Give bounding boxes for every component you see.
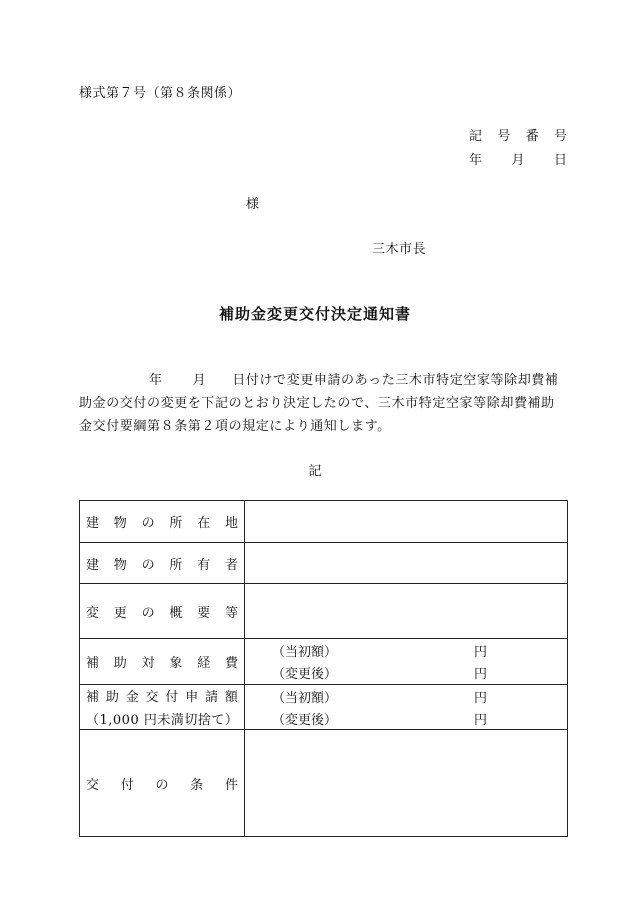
label-char: 金 bbox=[125, 690, 139, 705]
table-row-location bbox=[80, 501, 568, 543]
yen-unit: 円 bbox=[473, 690, 487, 706]
label-char: 地 bbox=[224, 516, 238, 531]
label-char: の bbox=[155, 777, 169, 793]
after-amount-label: （変更後） bbox=[272, 712, 338, 728]
label-char: 助 bbox=[113, 656, 127, 671]
body-line-2: 助金の交付の変更を下記のとおり決定したので、三木市特定空家等除却費補助 bbox=[79, 396, 555, 411]
label-char: 建 bbox=[86, 516, 100, 531]
label-char: 補 bbox=[86, 690, 100, 705]
value-building-location[interactable] bbox=[245, 501, 568, 543]
label-grant-conditions bbox=[80, 730, 245, 837]
label-application-chars bbox=[80, 686, 244, 705]
label-char: 請 bbox=[205, 690, 219, 705]
label-char: 条 bbox=[190, 777, 204, 793]
initial-amount-label: （当初額） bbox=[272, 690, 338, 706]
label-char: 要 bbox=[197, 605, 211, 621]
label-char: 費 bbox=[224, 656, 238, 671]
label-char: 有 bbox=[197, 557, 211, 573]
table-row-application-amount bbox=[80, 685, 568, 730]
initial-amount-label: （当初額） bbox=[272, 645, 338, 660]
yen-unit: 円 bbox=[473, 645, 487, 660]
form-number-label: 様式第７号（第８条関係） bbox=[79, 86, 242, 101]
doc-number-char: 号 bbox=[553, 129, 567, 144]
label-char: 補 bbox=[86, 656, 100, 671]
label-char: 在 bbox=[197, 516, 211, 531]
doc-number-char: 号 bbox=[497, 129, 511, 144]
after-amount-label: （変更後） bbox=[272, 667, 338, 682]
label-char: 所 bbox=[169, 557, 183, 573]
value-eligible-cost[interactable] bbox=[245, 639, 568, 685]
label-char: 対 bbox=[141, 656, 155, 671]
issuer-name: 三木市長 bbox=[372, 242, 427, 257]
document-title: 補助金変更交付決定通知書 bbox=[218, 305, 411, 323]
body-month: 月 bbox=[192, 373, 207, 388]
label-char: 交 bbox=[145, 690, 159, 705]
ki-heading: 記 bbox=[308, 464, 322, 479]
amount-row-initial bbox=[245, 640, 567, 662]
body-year: 年 bbox=[149, 373, 163, 388]
amount-row-after bbox=[245, 707, 567, 729]
yen-unit: 円 bbox=[473, 712, 487, 728]
value-grant-conditions[interactable] bbox=[245, 730, 568, 837]
amount-row-after bbox=[245, 662, 567, 684]
label-char: 交 bbox=[86, 777, 100, 793]
table-row-eligible-cost bbox=[80, 639, 568, 685]
label-char: 建 bbox=[86, 557, 100, 573]
details-table bbox=[79, 500, 568, 837]
label-change-summary bbox=[80, 584, 245, 639]
label-char: 概 bbox=[169, 605, 183, 621]
date-month-label: 月 bbox=[511, 153, 525, 168]
label-char: の bbox=[141, 516, 155, 531]
body-line-3: 金交付要綱第８条第２項の規定により通知します。 bbox=[79, 419, 391, 434]
value-application-amount[interactable] bbox=[245, 685, 568, 730]
label-building-owner bbox=[80, 543, 245, 584]
table-row-conditions bbox=[80, 730, 568, 837]
value-building-owner[interactable] bbox=[245, 543, 568, 584]
body-line-1-text: 日付けで変更申請のあった三木市特定空家等除却費補 bbox=[232, 373, 559, 388]
label-building-location bbox=[80, 501, 245, 543]
label-char: の bbox=[141, 557, 155, 573]
label-char: 者 bbox=[224, 557, 238, 573]
document-date-line bbox=[469, 149, 567, 168]
recipient-line: 様 bbox=[246, 197, 260, 212]
label-char: 助 bbox=[105, 690, 119, 705]
document-number-line bbox=[469, 125, 567, 144]
label-char: 物 bbox=[113, 516, 127, 531]
label-char: 象 bbox=[169, 656, 183, 671]
label-char: 付 bbox=[165, 690, 179, 705]
body-paragraph bbox=[79, 369, 579, 438]
doc-number-char: 番 bbox=[525, 129, 539, 144]
date-year-label: 年 bbox=[469, 153, 483, 168]
amount-row-initial bbox=[245, 685, 567, 707]
label-char: 額 bbox=[224, 690, 238, 705]
date-day-label: 日 bbox=[553, 153, 567, 168]
label-char: の bbox=[141, 605, 155, 621]
label-char: 件 bbox=[224, 777, 238, 793]
body-line-1 bbox=[79, 369, 579, 392]
label-char: 等 bbox=[224, 605, 238, 621]
value-change-summary[interactable] bbox=[245, 584, 568, 639]
table-row-owner bbox=[80, 543, 568, 584]
label-char: 所 bbox=[169, 516, 183, 531]
label-char: 変 bbox=[86, 605, 100, 621]
label-char: 経 bbox=[197, 656, 211, 671]
yen-unit: 円 bbox=[473, 667, 487, 682]
label-application-amount bbox=[80, 685, 245, 730]
label-char: 物 bbox=[113, 557, 127, 573]
rounding-note: （1,000 円未満切捨て） bbox=[86, 713, 239, 728]
label-char: 申 bbox=[185, 690, 199, 705]
label-char: 付 bbox=[120, 777, 134, 793]
doc-number-char: 記 bbox=[469, 129, 483, 144]
label-eligible-cost bbox=[80, 639, 245, 685]
label-char: 更 bbox=[113, 605, 127, 621]
table-row-summary bbox=[80, 584, 568, 639]
